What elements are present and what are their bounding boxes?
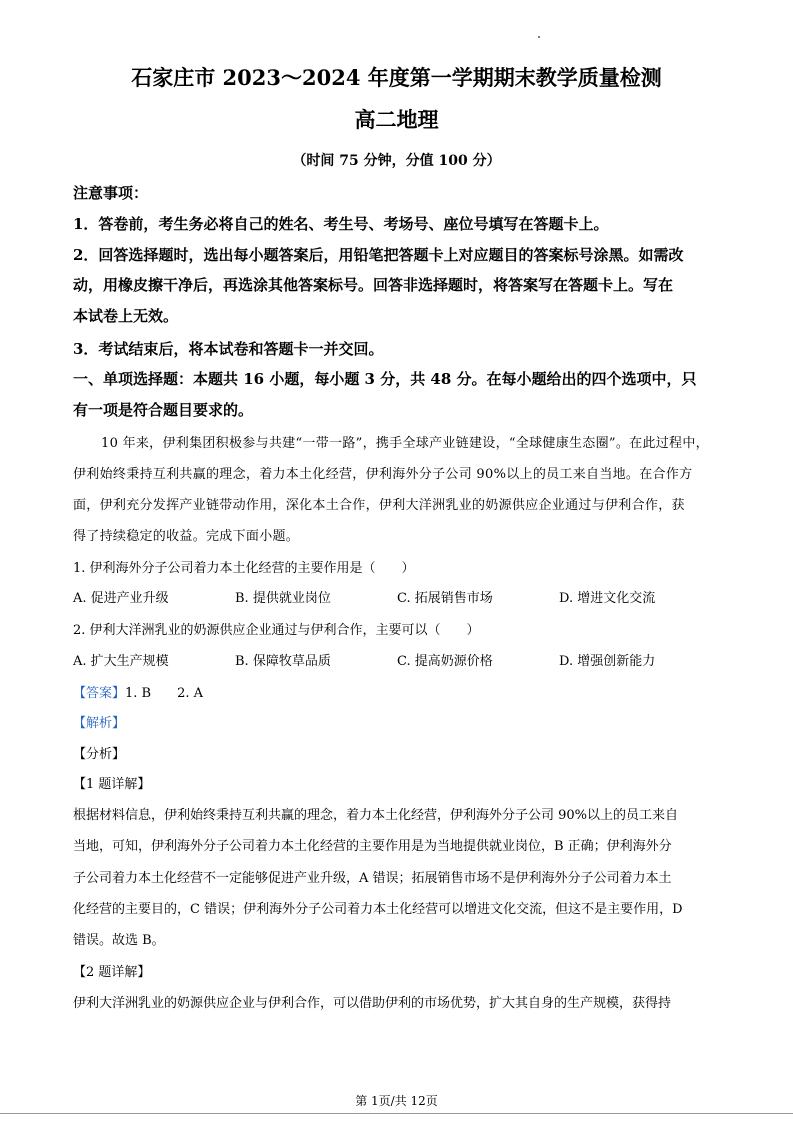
q1-detail-line-4: 化经营的主要目的，C 错误；伊利海外分子公司着力本土化经营可以增进文化交流，但这不是主要作用，D	[73, 902, 683, 917]
question-1-stem: 1. 伊利海外分子公司着力本土化经营的主要作用是（ ）	[73, 561, 415, 576]
footer-divider	[0, 1113, 793, 1114]
page-number: 第 1页/共 12页	[355, 1094, 438, 1108]
answer-value: 1. B 2. A	[125, 686, 204, 701]
material-line-1: 10 年来，伊利集团积极参与共建“一带一路”，携手全球产业链建设，“全球健康生态圈”。在此过程中，	[101, 436, 709, 451]
question-2-option-b: B. 保障牧草品质	[235, 654, 331, 669]
answer-line	[73, 682, 203, 701]
question-2-option-a: A. 扩大生产规模	[73, 654, 169, 669]
q1-detail-line-3: 子公司着力本土化经营不一定能够促进产业升级，A 错误；拓展销售市场不是伊利海外分子公司着力本土	[73, 871, 672, 886]
material-line-3: 面，伊利充分发挥产业链带动作用，深化本土合作，伊利大洋洲乳业的奶源供应企业通过与伊利合作，获	[73, 498, 685, 513]
question-2-stem: 2. 伊利大洋洲乳业的奶源供应企业通过与伊利合作，主要可以（ ）	[73, 623, 480, 638]
section-heading-line-1: 一、单项选择题：本题共 16 小题，每小题 3 分，共 48 分。在每小题给出的四个选项中，只	[73, 370, 697, 388]
notice-item-3: 3．考试结束后，将本试卷和答题卡一并交回。	[73, 340, 384, 358]
question-1-option-a: A. 促进产业升级	[73, 591, 169, 606]
time-note: （时间 75 分钟，分值 100 分）	[292, 153, 501, 169]
question-1-option-d: D. 增进文化交流	[559, 591, 656, 606]
material-line-2: 伊利始终秉持互利共赢的理念，着力本土化经营，伊利海外分子公司 90%以上的员工来自当地。在合作方	[73, 467, 693, 482]
notice-item-2-line-3: 本试卷上无效。	[73, 307, 179, 325]
subject-title: 高二地理	[354, 107, 439, 132]
material-line-4: 得了持续稳定的收益。完成下面小题。	[73, 529, 300, 544]
q1-detail-line-1: 根据材料信息，伊利始终秉持互利共赢的理念，着力本土化经营，伊利海外分子公司 90%以上的员工来自	[73, 808, 679, 823]
analysis-label: 【解析】	[73, 716, 126, 731]
question-2-option-d: D. 增强创新能力	[559, 654, 656, 669]
q1-detail-line-2: 当地，可知，伊利海外分子公司着力本土化经营的主要作用是为当地提供就业岗位，B 正确；伊利海外分	[73, 839, 672, 854]
section-heading-line-2: 有一项是符合题目要求的。	[73, 401, 254, 419]
notice-heading: 注意事项：	[73, 184, 149, 202]
question-2-option-c: C. 提高奶源价格	[397, 654, 493, 669]
q2-detail-heading: 【2 题详解】	[73, 965, 151, 980]
q2-detail-line-1: 伊利大洋洲乳业的奶源供应企业与伊利合作，可以借助伊利的市场优势，扩大其自身的生产规模，获得持	[73, 996, 672, 1011]
scan-speck	[538, 36, 540, 38]
analysis-heading: 【分析】	[73, 747, 126, 762]
question-1-option-c: C. 拓展销售市场	[397, 591, 493, 606]
question-1-option-b: B. 提供就业岗位	[235, 591, 331, 606]
q1-detail-line-5: 错误。故选 B。	[73, 933, 165, 948]
notice-item-2-line-1: 2．回答选择题时，选出每小题答案后，用铅笔把答题卡上对应题目的答案标号涂黑。如需改	[73, 246, 684, 264]
notice-item-1: 1．答卷前，考生务必将自己的姓名、考生号、考场号、座位号填写在答题卡上。	[73, 215, 609, 233]
notice-item-2-line-2: 动，用橡皮擦干净后，再选涂其他答案标号。回答非选择题时，将答案写在答题卡上。写在	[73, 276, 674, 294]
answer-label: 【答案】	[73, 686, 126, 701]
q1-detail-heading: 【1 题详解】	[73, 777, 151, 792]
exam-title: 石家庄市 2023～2024 年度第一学期期末教学质量检测	[131, 65, 662, 90]
